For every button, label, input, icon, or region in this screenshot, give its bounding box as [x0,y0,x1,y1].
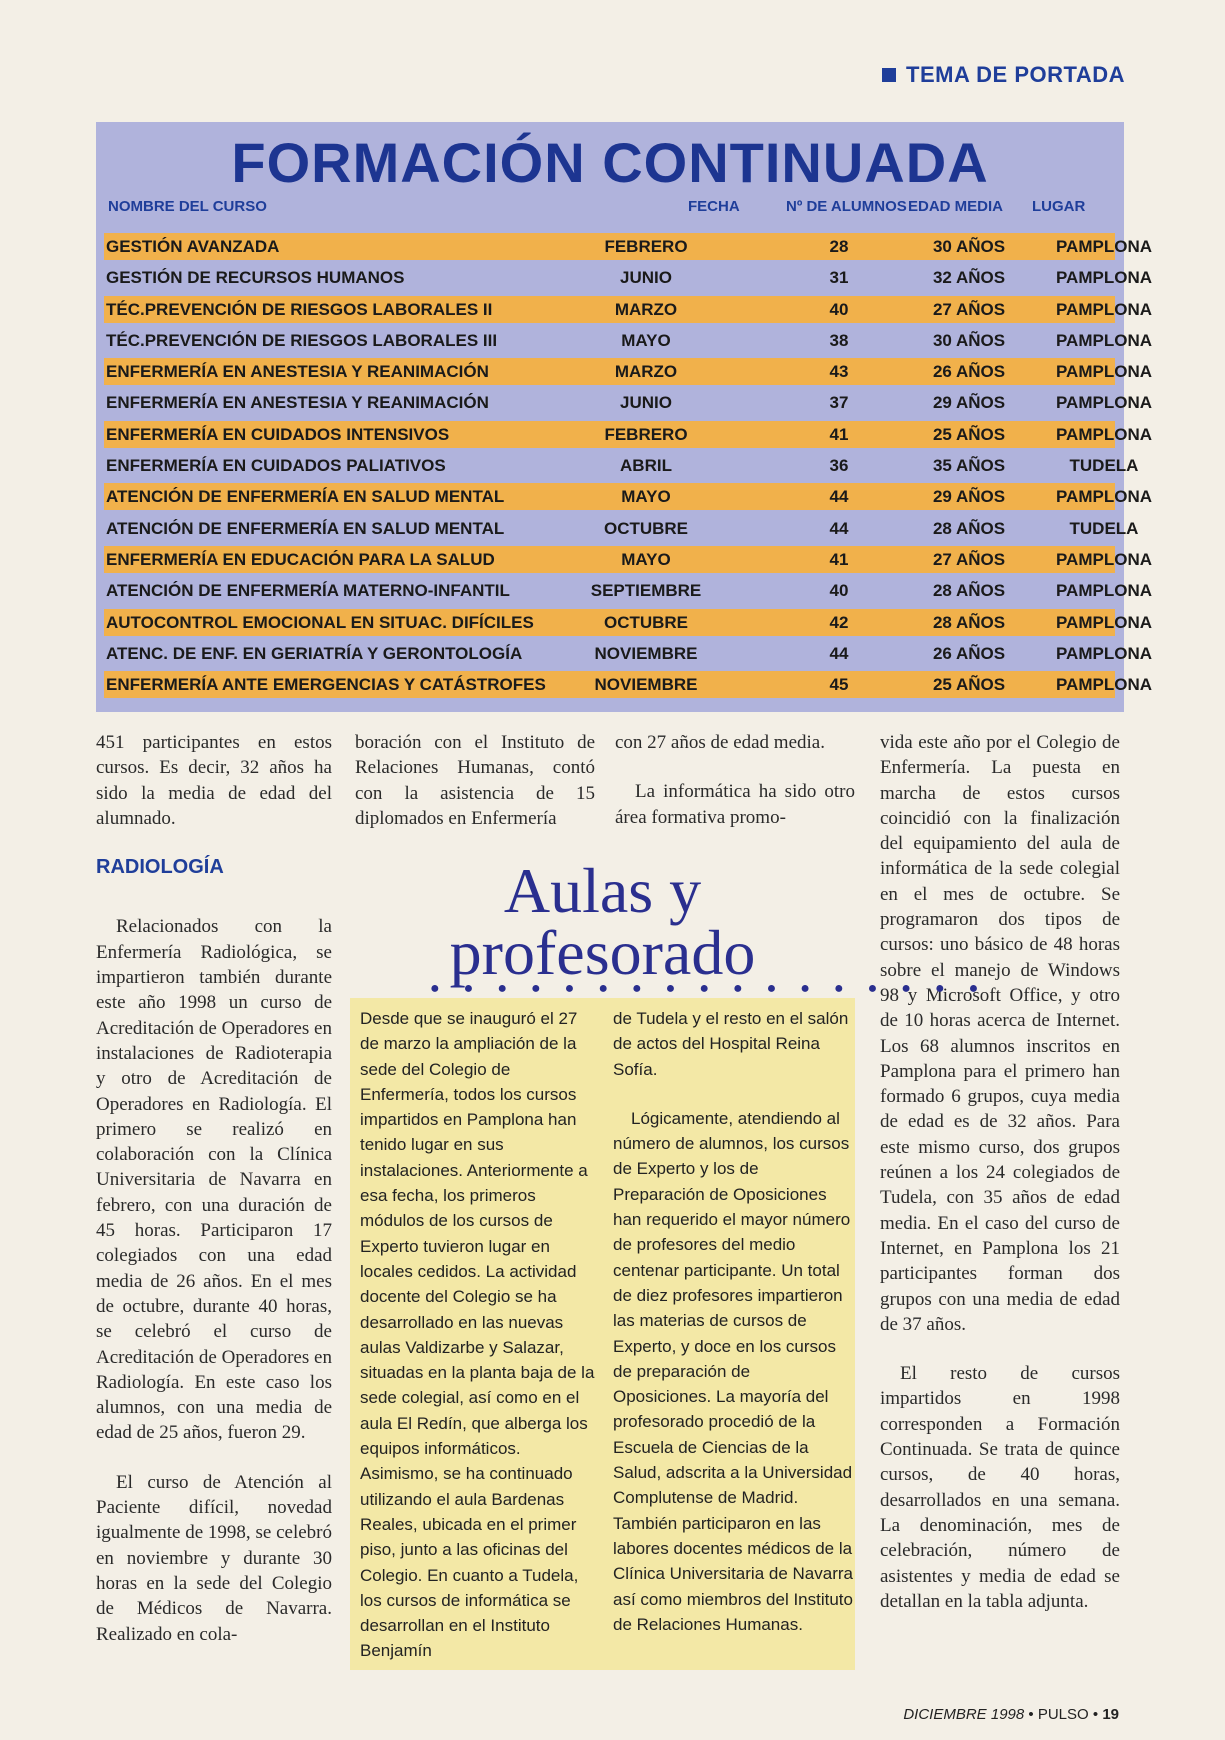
paragraph: La informática ha sido otro área formativa promo- [615,781,855,828]
footer-publication: PULSO [1037,1706,1089,1723]
course-date: OCTUBRE [603,518,689,538]
course-students: 42 [829,612,849,632]
course-date: MAYO [621,549,671,569]
table-row [104,671,1152,698]
course-date: MAYO [621,487,671,507]
header-course: NOMBRE DEL CURSO [108,198,267,215]
course-name: ENFERMERÍA EN ANESTESIA Y REANIMACIÓN [106,362,489,382]
footer-separator: • [1092,1706,1099,1723]
paragraph: vida este año por el Colegio de Enfermería. La puesta en marcha de estos cursos coincidió con la finalización del equipamiento del aula de informática de la sede colegial en el mes de octubre. Se programaron dos tipos de cursos: uno básico de 48 horas sobre el manejo de Windows 98 y Microsoft Office, y otro de 10 horas acerca de Internet. Los 68 alumnos inscritos en Pamplona para el primero han formado 6 grupos, cuya media de edad es de 32 años. Para este mismo curso, dos grupos reúnen a los 24 colegiados de Tudela, con 35 años de edad media. En el caso del curso de Internet, en Pamplona los 21 participantes forman dos grupos con una media de edad de 37 años. [880,732,1120,1335]
footer [903,1706,1119,1723]
paragraph: Relacionados con la Enfermería Radiológica, se impartieron también durante este año 1998 un curso de Acreditación de Operadores en instalaciones de Radioterapia y otro de Acreditación de Operadores en Radiología. El primero se realizó en colaboración con la Clínica Universitaria de Navarra en febrero, con una duración de 45 horas. Participaron 17 colegiados con una edad media de 26 años. En el mes de octubre, durante 40 horas, se celebró el curso de Acreditación de Operadores en Radiología. En este caso los alumnos, con una media de edad de 25 años, fueron 29. [96,916,332,1444]
column-4 [880,730,1120,1638]
course-students: 44 [829,643,849,663]
course-date: MARZO [614,362,678,382]
table-row [104,296,1152,323]
course-age: 28 AÑOS [932,581,1006,601]
course-students: 45 [829,675,849,695]
course-place: PAMPLONA [1055,549,1152,569]
course-place: PAMPLONA [1055,424,1152,444]
header-students: Nº DE ALUMNOS [786,198,907,215]
paragraph: Desde que se inauguró el 27 de marzo la ampliación de la sede del Colegio de Enfermería, todos los cursos impartidos en Pamplona han tenido lugar en sus instalaciones. Anteriormente a esa fecha, los primeros módulos de los cursos de Experto tuvieron lugar en locales cedidos. La actividad docente del Colegio se ha desarrollado en las nuevas aulas Valdizarbe y Salazar, situadas en la planta baja de la sede colegial, así como en el aula El Redín, que alberga los equipos informáticos. Asimismo, se ha continuado utilizando el aula Bardenas Reales, ubicada en el primer piso, junto a las oficinas del Colegio. En cuanto a Tudela, los cursos de informática se desarrollan en el Instituto Benjamín [360,1009,595,1661]
course-name: ENFERMERÍA EN EDUCACIÓN PARA LA SALUD [106,549,495,569]
course-age: 30 AÑOS [932,330,1006,350]
footer-separator: • [1028,1706,1034,1723]
course-date: JUNIO [620,393,672,413]
course-place: PAMPLONA [1055,612,1152,632]
course-date: NOVIEMBRE [594,675,698,695]
table-row [104,452,1139,479]
course-name: GESTIÓN DE RECURSOS HUMANOS [106,268,405,288]
course-name: GESTIÓN AVANZADA [106,237,280,256]
square-icon [882,68,896,82]
course-students: 37 [829,393,849,413]
course-place: PAMPLONA [1055,643,1152,663]
course-name: AUTOCONTROL EMOCIONAL EN SITUAC. DIFÍCILES [106,612,534,632]
course-date: NOVIEMBRE [594,643,698,663]
column-3 [615,730,855,854]
course-place: PAMPLONA [1055,330,1152,350]
course-age: 27 AÑOS [932,299,1006,319]
table-row [104,327,1152,354]
course-date: FEBRERO [604,424,688,444]
course-name: ATENCIÓN DE ENFERMERÍA EN SALUD MENTAL [106,487,505,507]
header-place: LUGAR [1032,198,1086,215]
course-age: 29 AÑOS [932,393,1006,413]
course-age: 26 AÑOS [932,643,1006,663]
paragraph: boración con el Instituto de Relaciones Humanas, contó con la asistencia de 15 diplomados en Enfermería [355,732,595,829]
course-name: TÉC.PREVENCIÓN DE RIESGOS LABORALES III [106,330,498,350]
table-row [104,389,1152,416]
course-place: PAMPLONA [1055,393,1152,413]
footer-date: DICIEMBRE 1998 [903,1706,1025,1723]
course-age: 35 AÑOS [932,456,1006,476]
course-date: OCTUBRE [603,612,689,632]
course-place: PAMPLONA [1055,237,1152,256]
course-age: 30 AÑOS [932,237,1006,256]
course-name: TÉC.PREVENCIÓN DE RIESGOS LABORALES II [106,299,493,319]
course-name: ENFERMERÍA EN ANESTESIA Y REANIMACIÓN [106,393,489,413]
course-name: ENFERMERÍA EN CUIDADOS PALIATIVOS [106,456,446,476]
paragraph: de Tudela y el resto en el salón de actos del Hospital Reina Sofía. [613,1009,849,1079]
dot-ornament: ● ● ● ● ● ● ● ● ● ● ● ● ● ● ● ● ● [430,980,989,997]
course-age: 25 AÑOS [932,675,1006,695]
section-label: TEMA DE PORTADA [906,62,1125,87]
subhead-radiologia: RADIOLOGÍA [96,856,224,879]
course-date: SEPTIEMBRE [590,581,702,601]
column-2 [355,730,595,855]
paragraph: El resto de cursos impartidos en 1998 corresponden a Formación Continuada. Se trata de quince cursos, de 40 horas, desarrollados en una semana. La denominación, mes de celebración, número de asistentes y media de edad se detallan en la tabla adjunta. [880,1363,1120,1612]
table-row [104,358,1152,385]
table-row [104,640,1152,667]
course-students: 40 [829,581,849,601]
table-row [104,483,1152,510]
course-place: PAMPLONA [1055,487,1152,507]
sidebar-title [340,855,865,988]
course-age: 27 AÑOS [932,549,1006,569]
table-body [104,233,1152,702]
header-date: FECHA [688,198,740,215]
course-place: PAMPLONA [1055,299,1152,319]
course-name: ENFERMERÍA EN CUIDADOS INTENSIVOS [106,424,450,444]
sidebar-title-line1: Aulas y [503,855,702,926]
column-1 [96,730,332,1671]
course-date: ABRIL [620,456,672,476]
course-age: 28 AÑOS [932,518,1006,538]
course-name: ATENC. DE ENF. EN GERIATRÍA Y GERONTOLOGÍA [106,643,523,663]
table-row [104,264,1152,291]
table-row [104,233,1152,260]
table-row [104,421,1152,448]
course-name: ATENCIÓN DE ENFERMERÍA MATERNO-INFANTIL [106,581,510,601]
course-age: 26 AÑOS [932,362,1006,382]
paragraph: con 27 años de edad media. [615,732,825,753]
course-students: 41 [829,549,849,569]
course-age: 25 AÑOS [932,424,1006,444]
table-row [104,546,1152,573]
page-number: 19 [1102,1706,1119,1723]
course-students: 38 [829,330,849,350]
course-students: 44 [829,518,849,538]
table-row [104,515,1139,542]
course-place: PAMPLONA [1055,362,1152,382]
course-age: 29 AÑOS [932,487,1006,507]
course-place: PAMPLONA [1055,675,1152,695]
table-row [104,609,1152,636]
course-place: TUDELA [1069,456,1139,476]
training-table [96,122,1152,712]
sidebar-column-left [360,1006,600,1688]
course-place: PAMPLONA [1055,581,1152,601]
sidebar-title-line2: profesorado [449,917,756,988]
table-row [104,577,1152,604]
paragraph: El curso de Atención al Paciente difícil, novedad igualmente de 1998, se celebró en noviembre y durante 30 horas en la sede del Colegio de Médicos de Navarra. Realizado en cola- [96,1471,332,1645]
course-age: 28 AÑOS [932,612,1006,632]
course-date: JUNIO [620,268,672,288]
course-date: MAYO [621,330,671,350]
course-place: TUDELA [1069,518,1139,538]
course-students: 41 [829,424,849,444]
course-date: MARZO [614,299,678,319]
course-students: 40 [829,299,849,319]
course-students: 31 [829,268,849,288]
paragraph: Lógicamente, atendiendo al número de alumnos, los cursos de Experto y los de Preparación de Oposiciones han requerido el mayor número de profesores del medio centenar participante. Un total de diez profesores impartieron las materias de cursos de Experto, y doce en los cursos de preparación de Oposiciones. La mayoría del profesorado procedió de la Escuela de Ciencias de la Salud, adscrita a la Universidad Complutense de Madrid. También participaron en las labores docentes médicos de la Clínica Universitaria de Navarra así como miembros del Instituto de Relaciones Humanas. [613,1108,853,1634]
course-students: 28 [829,237,849,256]
course-place: PAMPLONA [1055,268,1152,288]
section-tag [882,62,1125,88]
course-name: ATENCIÓN DE ENFERMERÍA EN SALUD MENTAL [106,518,505,538]
sidebar-column-right [613,1006,853,1661]
paragraph: 451 participantes en estos cursos. Es decir, 32 años ha sido la media de edad del alumnado. [96,732,332,829]
course-age: 32 AÑOS [932,268,1006,288]
header-age: EDAD MEDIA [908,198,1004,215]
course-students: 36 [829,456,849,476]
course-students: 43 [829,362,849,382]
course-name: ENFERMERÍA ANTE EMERGENCIAS Y CATÁSTROFES [106,675,546,695]
course-date: FEBRERO [604,237,688,256]
course-students: 44 [829,487,849,507]
table-title: FORMACIÓN CONTINUADA [231,131,989,194]
